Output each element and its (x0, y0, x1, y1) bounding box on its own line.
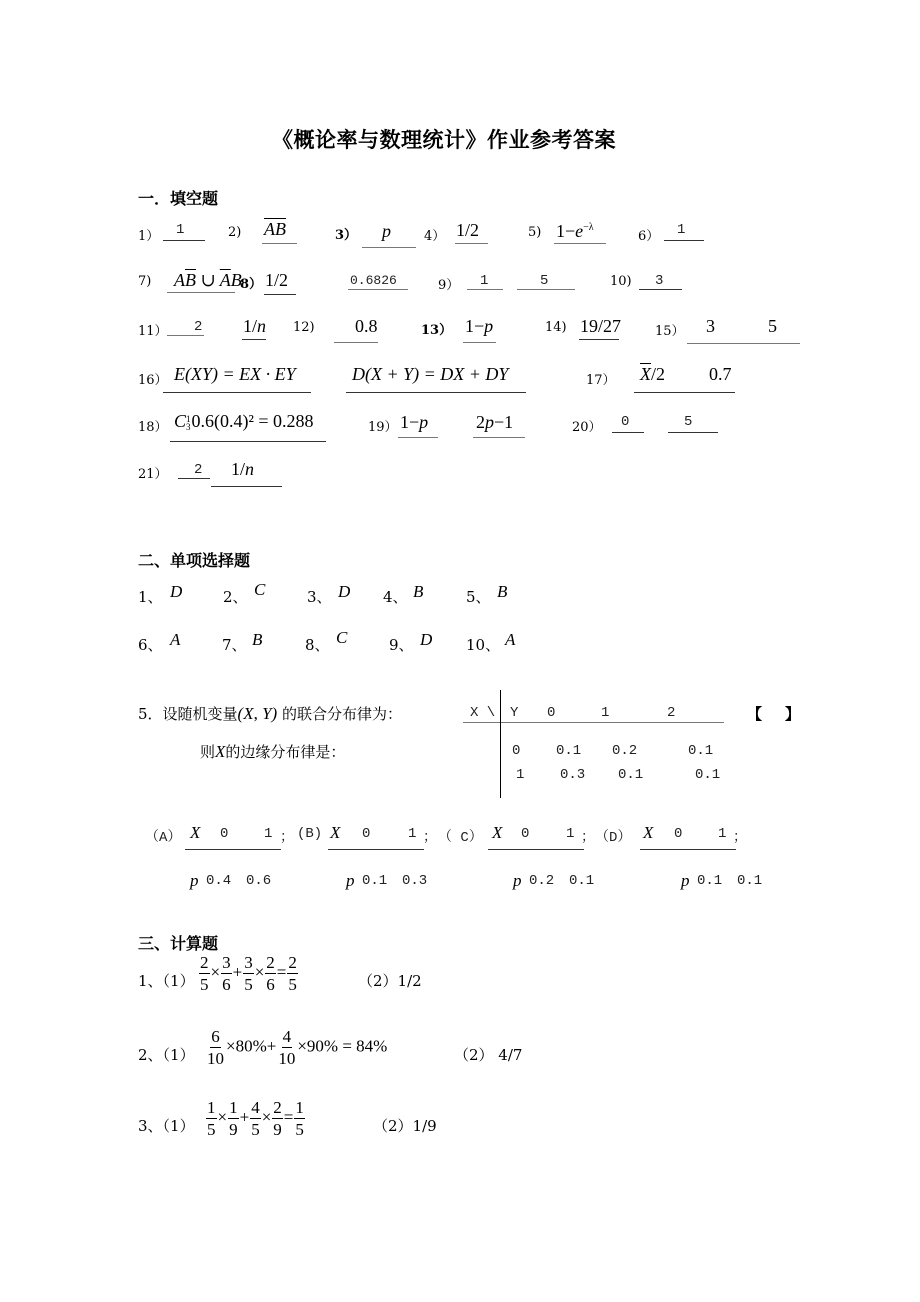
answer-value: 1 (176, 222, 185, 238)
answer-underline (264, 294, 296, 295)
option-p-value: 0.1 (362, 873, 388, 889)
answer-underline (668, 432, 718, 433)
answer-value: 5 (684, 414, 693, 430)
question-number: 16） (138, 373, 168, 388)
answer-underline (467, 289, 503, 290)
problem-part2: （2） 4/7 (454, 1046, 523, 1064)
answer-value: C 1 3 0.6(0.4)² = 0.288 (174, 411, 314, 432)
option-x-value: 1 (264, 826, 273, 842)
problem-number: 1、（1） (138, 972, 195, 990)
choice-number: 7、 (222, 636, 247, 654)
question-number: 15） (655, 324, 685, 339)
choice-number: 5、 (466, 588, 491, 606)
answer-underline (398, 437, 438, 438)
answer-underline (473, 437, 525, 438)
answer-value: 1 (677, 222, 686, 238)
table-cell: 0.1 (688, 743, 714, 759)
question-number: 2) (228, 225, 242, 240)
question-number: 18） (138, 420, 168, 435)
question-number: 9） (438, 278, 460, 293)
answer-underline (167, 335, 204, 336)
answer-value: 5 (768, 316, 777, 336)
question-number: 5) (528, 225, 542, 240)
answer-underline (463, 342, 496, 343)
answer-underline (455, 243, 488, 244)
table-cell: 0 (512, 743, 521, 759)
bracket-close: 】 (785, 705, 801, 723)
table-cell: 0.1 (695, 767, 721, 783)
answer-underline (687, 343, 800, 344)
option-label: (B) (297, 826, 323, 842)
choice-answer: B (497, 582, 508, 601)
question-number: 7) (138, 274, 152, 289)
answer-value: D(X + Y) = DX + DY (352, 364, 509, 384)
table-corner: X \ (470, 705, 496, 721)
answer-value: p (382, 221, 391, 241)
problem-number: 3、（1） (138, 1117, 195, 1135)
answer-value: 1−p (400, 412, 429, 432)
section-heading-calculation: 三、计算题 (138, 934, 219, 953)
bracket-open: 【 (747, 705, 763, 723)
answer-underline (211, 486, 282, 487)
answer-value: 1/2 (265, 270, 289, 290)
option-p-label: p (513, 871, 522, 890)
option-x-value: 0 (362, 826, 371, 842)
table-header-line (463, 722, 724, 723)
choice-number: 3、 (307, 588, 332, 606)
choice-number: 6、 (138, 636, 163, 654)
answer-underline (579, 339, 619, 340)
answer-underline (362, 247, 416, 248)
answer-value: 0.6826 (350, 273, 397, 288)
option-x-label: X (190, 823, 201, 842)
option-label: （A） (145, 830, 182, 846)
choice-answer: D (170, 582, 183, 601)
answer-value: 0.7 (709, 364, 732, 384)
option-p-label: p (681, 871, 690, 890)
answer-value: 3 (655, 273, 664, 289)
answer-value: 1−p (465, 316, 494, 336)
option-p-value: 0.4 (206, 873, 232, 889)
answer-value: E(XY) = EX · EY (174, 364, 296, 384)
option-x-value: 1 (408, 826, 417, 842)
question-number: 20） (572, 420, 602, 435)
question-number: 12) (293, 320, 315, 335)
problem-part2: （2）1/2 (358, 972, 422, 990)
answer-value: 2 (194, 462, 203, 478)
option-p-value: 0.2 (529, 873, 555, 889)
answer-value: $A\overline{B}$ ∪ $\overline{A}B$ (174, 270, 242, 290)
answer-value: 0 (621, 414, 630, 430)
answer-value: 0.8 (355, 316, 378, 336)
separator: ； (280, 830, 294, 846)
option-underline (640, 849, 736, 850)
choice-number: 10、 (466, 636, 501, 654)
question-text-line2: 则X的边缘分布律是： (200, 742, 346, 761)
answer-value: $\overline{X}/2$ (640, 364, 666, 384)
choice-number: 2、 (223, 588, 248, 606)
question-number: 17） (586, 373, 616, 388)
option-p-value: 0.1 (569, 873, 595, 889)
separator: ； (733, 830, 747, 846)
question-number: 11） (138, 324, 168, 339)
option-x-label: X (492, 823, 503, 842)
question-number: 21） (138, 467, 168, 482)
question-number: 6） (638, 229, 660, 244)
problem-part2: （2）1/9 (373, 1117, 437, 1135)
answer-underline (262, 243, 297, 244)
question-number: 4） (424, 229, 446, 244)
problem-expression: $\frac{6}{10}$ ×80%+ $\frac{4}{10}$ ×90% = 84% (207, 1027, 388, 1068)
section-heading-multiple-choice: 二、单项选择题 (138, 551, 251, 570)
question-number: 8） (240, 277, 263, 292)
answer-underline (242, 339, 266, 340)
answer-value: 2 (194, 319, 203, 335)
answer-underline (334, 342, 378, 343)
problem-number: 2、（1） (138, 1046, 195, 1064)
option-x-label: X (643, 823, 654, 842)
choice-answer: A (505, 630, 516, 649)
separator: ； (423, 830, 437, 846)
answer-value: 1 (480, 273, 489, 289)
option-label: （D） (595, 830, 632, 846)
answer-underline (612, 432, 644, 433)
problem-expression: $\frac{2}{5}$ × $\frac{3}{6}$ + $\frac{3}{5}$ × $\frac{2}{6}$ = $\frac{2}{5}$ (200, 953, 297, 994)
answer-underline (163, 392, 311, 393)
choice-answer: D (338, 582, 351, 601)
page-title: 《概论率与数理统计》作业参考答案 (272, 128, 616, 152)
question-number: 14) (545, 320, 567, 335)
option-p-value: 0.1 (697, 873, 723, 889)
choice-number: 4、 (383, 588, 408, 606)
table-cell: 0.1 (618, 767, 644, 783)
option-p-value: 0.1 (737, 873, 763, 889)
answer-underline (634, 392, 735, 393)
answer-underline (554, 243, 606, 244)
answer-value: 1/2 (456, 220, 480, 240)
option-underline (185, 849, 281, 850)
option-label: （ C） (438, 830, 483, 846)
answer-value: 2p−1 (476, 412, 514, 432)
table-header: 0 (547, 705, 556, 721)
table-cell: 0.2 (612, 743, 638, 759)
choice-answer: B (413, 582, 424, 601)
choice-answer: C (336, 628, 348, 647)
option-x-value: 1 (718, 826, 727, 842)
separator: ； (581, 830, 595, 846)
answer-underline (517, 289, 575, 290)
table-vertical-line (500, 690, 501, 798)
answer-underline (639, 289, 682, 290)
choice-number: 9、 (389, 636, 414, 654)
option-x-value: 1 (566, 826, 575, 842)
table-header: 2 (667, 705, 676, 721)
question-number: 19） (368, 420, 398, 435)
answer-underline (348, 289, 408, 290)
option-x-value: 0 (674, 826, 683, 842)
answer-value: 1/n (231, 459, 255, 479)
question-number: 3） (335, 228, 358, 243)
option-p-label: p (190, 871, 199, 890)
table-header: Y (510, 705, 519, 721)
question-number: 13） (421, 323, 453, 338)
answer-underline (170, 441, 326, 442)
answer-underline (346, 392, 526, 393)
answer-value: 3 (706, 316, 715, 336)
choice-answer: B (252, 630, 263, 649)
answer-value: 19/27 (580, 316, 622, 336)
table-cell: 0.3 (560, 767, 586, 783)
choice-answer: D (420, 630, 433, 649)
option-x-value: 0 (220, 826, 229, 842)
choice-answer: C (254, 580, 266, 599)
table-cell: 0.1 (556, 743, 582, 759)
option-underline (328, 849, 424, 850)
answer-value: $1-e^{-\lambda}$ (556, 221, 594, 241)
answer-value: 1/n (243, 316, 267, 336)
answer-underline (664, 240, 704, 241)
choice-number: 8、 (305, 636, 330, 654)
answer-underline (163, 240, 205, 241)
table-cell: 1 (516, 767, 525, 783)
option-p-value: 0.3 (402, 873, 428, 889)
section-heading-fill-in: 一．填空题 (138, 189, 219, 208)
option-p-label: p (346, 871, 355, 890)
choice-number: 1、 (138, 588, 163, 606)
table-header: 1 (601, 705, 610, 721)
question-number: 1） (138, 229, 160, 244)
option-p-value: 0.6 (246, 873, 272, 889)
answer-value: 5 (540, 273, 549, 289)
option-x-value: 0 (521, 826, 530, 842)
question-number: 10) (610, 274, 632, 289)
answer-value: $\overline{A}\overline{B}$ (264, 219, 286, 239)
question-text: 5．设随机变量(X, Y) 的联合分布律为： (138, 704, 403, 723)
option-x-label: X (330, 823, 341, 842)
problem-expression: $\frac{1}{5}$ × $\frac{1}{9}$ + $\frac{4}{5}$ × $\frac{2}{9}$ = $\frac{1}{5}$ (207, 1098, 304, 1139)
answer-underline (167, 292, 235, 293)
answer-underline (178, 478, 210, 479)
choice-answer: A (170, 630, 181, 649)
option-underline (488, 849, 584, 850)
